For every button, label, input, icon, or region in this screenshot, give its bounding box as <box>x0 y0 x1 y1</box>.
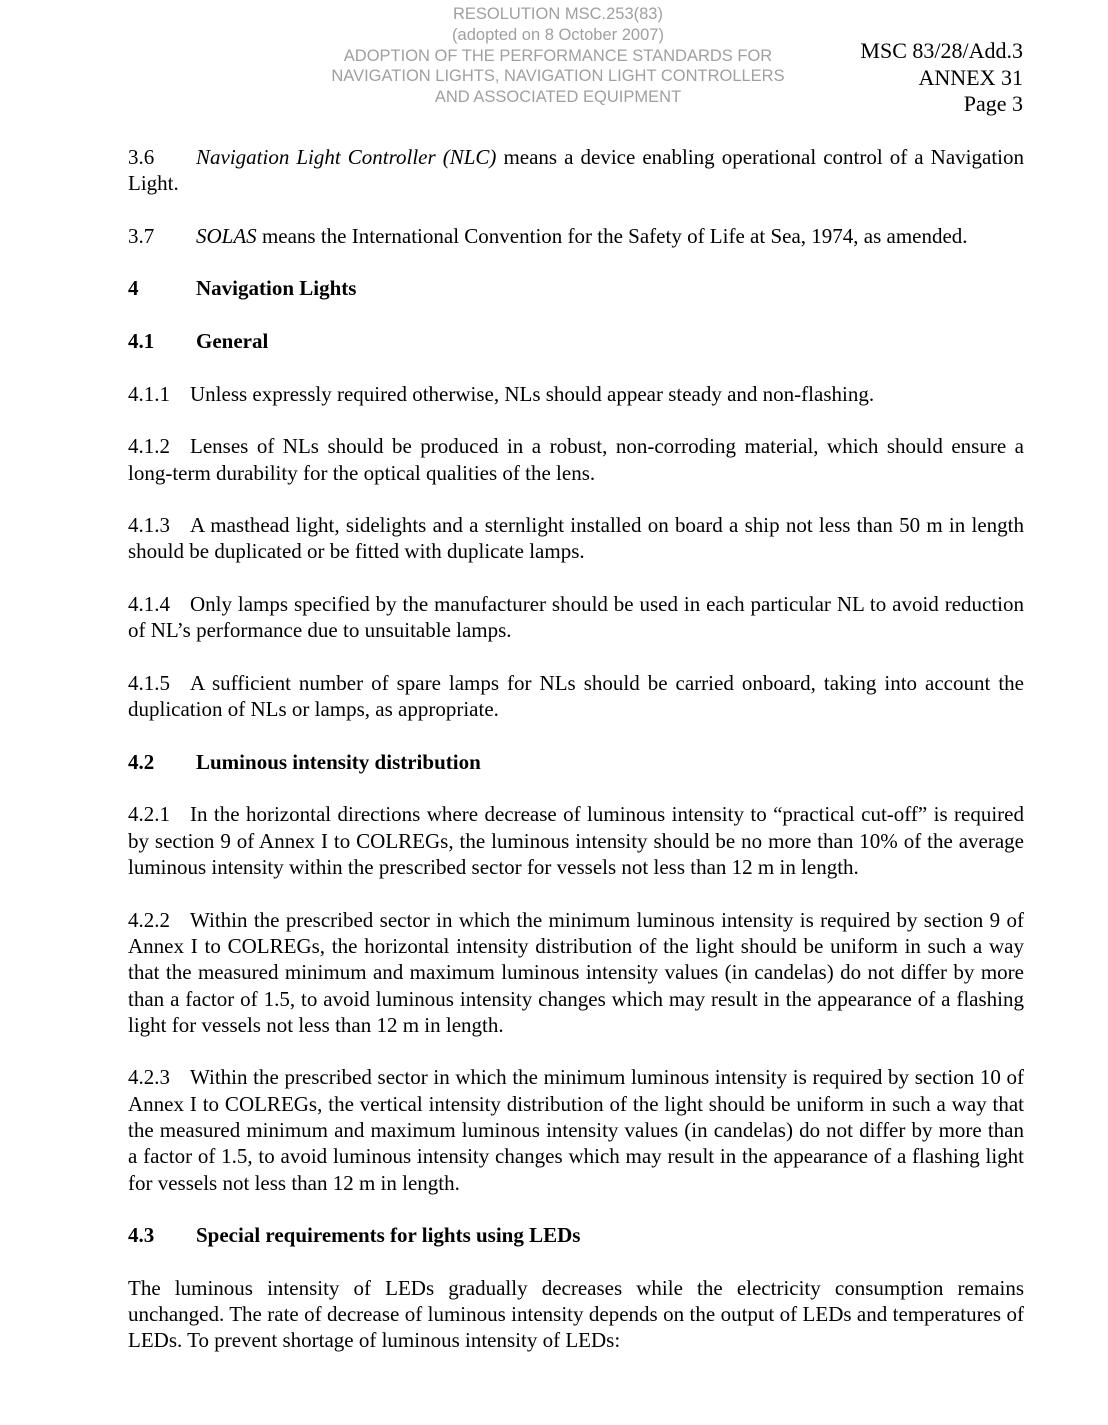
header-line: NAVIGATION LIGHTS, NAVIGATION LIGHT CONTROLLERS <box>331 67 785 86</box>
paragraph-4-1-3: 4.1.3 A masthead light, sidelights and a sternlight installed on board a ship not less than 50 m in length should be duplicated or be fitted with duplicate lamps. <box>128 513 1024 564</box>
paragraph-4-2-3: 4.2.3 Within the prescribed sector in which the minimum luminous intensity is required by section 10 of Annex I to COLREGs, the vertical intensity distribution of the light should be uniform in such a way that the measured minimum and maximum luminous intensity values (in candelas) do not differ by more than a factor of 1.5, to avoid luminous intensity changes which may result in the appearance of a flashing light for vessels not less than 12 m in length. <box>128 1065 1024 1195</box>
defined-term: SOLAS <box>196 223 257 248</box>
paragraph-4-1-2: 4.1.2 Lenses of NLs should be produced in a robust, non-corroding material, which should ensure a long-term durability for the optical qualities of the lens. <box>128 434 1024 485</box>
defined-term: Navigation Light Controller (NLC) <box>196 145 497 169</box>
header-line: ADOPTION OF THE PERFORMANCE STANDARDS FOR <box>343 46 773 65</box>
paragraph-3-7: 3.7 SOLAS means the International Convention for the Safety of Life at Sea, 1974, as amended. <box>128 223 968 248</box>
resolution-header <box>300 4 816 108</box>
section-heading-4: 4 Navigation Lights <box>128 276 357 301</box>
page-number: Page 3 <box>963 91 1023 116</box>
section-heading-4-3: 4.3 Special requirements for lights using LEDs <box>128 1223 581 1248</box>
doc-ref: MSC 83/28/Add.3 <box>860 38 1023 63</box>
paragraph-4-3-intro: The luminous intensity of LEDs gradually decreases while the electricity consumption remains unchanged. The rate of decrease of luminous intensity depends on the output of LEDs and temperatures of LEDs. To prevent shortage of luminous intensity of LEDs: <box>128 1275 1024 1353</box>
paragraph-4-2-2: 4.2.2 Within the prescribed sector in which the minimum luminous intensity is required by section 9 of Annex I to COLREGs, the horizontal intensity distribution of the light should be uniform in such a way that the measured minimum and maximum luminous intensity values (in candelas) do not differ by more than a factor of 1.5, to avoid luminous intensity changes which may result in the appearance of a flashing light for vessels not less than 12 m in length. <box>128 907 1024 1037</box>
document-body <box>128 144 1024 1380</box>
paragraph-4-1-1: 4.1.1 Unless expressly required otherwise, NLs should appear steady and non-flashing. <box>128 381 875 406</box>
paragraph-4-1-4: 4.1.4 Only lamps specified by the manufacturer should be used in each particular NL to avoid reduction of NL’s performance due to unsuitable lamps. <box>128 592 1024 643</box>
paragraph-4-2-1: 4.2.1 In the horizontal directions where decrease of luminous intensity to “practical cut-off” is required by section 9 of Annex I to COLREGs, the luminous intensity should be no more than 10% of the average luminous intensity within the prescribed sector for vessels not less than 12 m in length. <box>128 802 1024 880</box>
header-line: (adopted on 8 October 2007) <box>452 25 664 44</box>
document-reference <box>860 38 1023 118</box>
header-line: RESOLUTION MSC.253(83) <box>453 5 663 23</box>
section-heading-4-1: 4.1 General <box>128 329 269 354</box>
paragraph-4-1-5: 4.1.5 A sufficient number of spare lamps for NLs should be carried onboard, taking into account the duplication of NLs or lamps, as appropriate. <box>128 670 1024 722</box>
section-heading-4-2: 4.2 Luminous intensity distribution <box>128 749 481 774</box>
header-line: AND ASSOCIATED EQUIPMENT <box>434 88 682 107</box>
paragraph-3-6: 3.6 Navigation Light Controller (NLC) means a device enabling operational control of a Navigation Light. <box>128 145 1024 196</box>
annex-label: ANNEX 31 <box>918 64 1023 90</box>
